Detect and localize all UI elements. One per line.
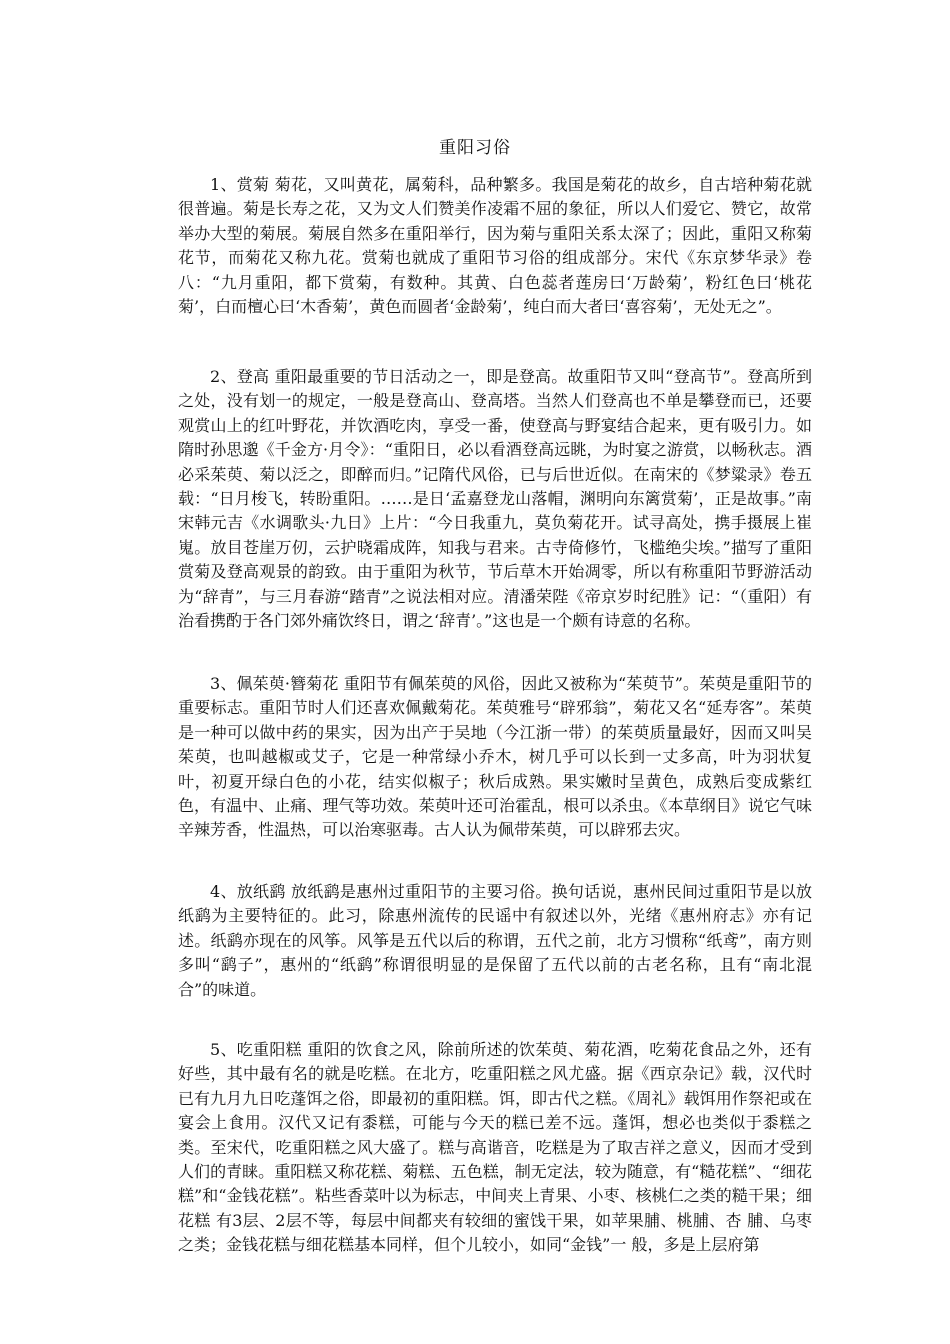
paragraph-chongyang-cake: 5、吃重阳糕 重阳的饮食之风，除前所述的饮茱萸、菊花酒，吃菊花食品之外，还有好些，其中最有名的就是吃糕。在北方，吃重阳糕之风尤盛。据《西京杂记》载，汉代时已有九月九日吃蓬饵之俗，即最初的重阳糕。饵，即古代之糕。《周礼》载饵用作祭祀或在宴会上食用。汉代又记有黍糕，可能与今天的糕已差不远。蓬饵，想必也类似于黍糕之类。至宋代，吃重阳糕之风大盛了。糕与高谐音，吃糕是为了取吉祥之意义，因而才受到人们的青睐。重阳糕又称花糕、菊糕、五色糕，制无定法，较为随意，有“糙花糕”、“细花糕”和“金钱花糕”。粘些香菜叶以为标志，中间夹上青果、小枣、核桃仁之类的糙干果；细花糕 有3层、2层不等，每层中间都夹有较细的蜜饯干果，如苹果脯、桃脯、杏 脯、乌枣之类；金钱花糕与细花糕基本同样，但个儿较小，如同“金钱”一 般，多是上层府第 [178, 1040, 812, 1255]
document-title: 重阳习俗 [439, 138, 511, 158]
paragraph-chrysanthemum-viewing: 1、赏菊 菊花，又叫黄花，属菊科，品种繁多。我国是菊花的故乡，自古培种菊花就很普遍。菊是长寿之花，又为文人们赞美作凌霜不屈的象征，所以人们爱它、赞它，故常举办大型的菊展。菊展自然多在重阳举行，因为菊与重阳关系太深了；因此，重阳又称菊花节，而菊花又称九花。赏菊也就成了重阳节习俗的组成部分。宋代《东京梦华录》卷八：“九月重阳，都下赏菊，有数种。其黄、白色蕊者莲房曰‘万龄菊’，粉红色曰‘桃花菊’，白而檀心曰‘木香菊’，黄色而圆者‘金龄菊’，纯白而大者曰‘喜容菊’，无处无之”。 [178, 175, 812, 317]
paragraph-climbing-heights: 2、登高 重阳最重要的节日活动之一，即是登高。故重阳节又叫“登高节”。登高所到之处，没有划一的规定，一般是登高山、登高塔。当然人们登高也不单是攀登而已，还要观赏山上的红叶野花，并饮酒吃肉，享受一番，使登高与野宴结合起来，更有吸引力。如隋时孙思邈《千金方·月令》：“重阳日，必以看酒登高远眺，为时宴之游赏，以畅秋志。酒必采茱萸、菊以泛之，即醉而归。”记隋代风俗，已与后世近似。在南宋的《梦粱录》卷五载：“日月梭飞，转盼重阳。……是日‘孟嘉登龙山落帽，渊明向东篱赏菊’，正是故事。”南宋韩元吉《水调歌头·九日》上片：“今日我重九，莫负菊花开。试寻高处，携手摄展上崔嵬。放目苍崖万仞，云护晓霜成阵，知我与君来。古寺倚修竹，飞槛绝尖埃。”描写了重阳赏菊及登高观景的韵致。由于重阳为秋节，节后草木开始凋零，所以有称重阳节野游活动为“辞青”，与三月春游“踏青”之说法相对应。清潘荣陛《帝京岁时纪胜》记：“（重阳）有治看携酌于各门郊外痛饮终日，谓之‘辞青’。”这也是一个颇有诗意的名称。 [178, 367, 812, 631]
paragraph-wearing-zhuyu: 3、佩茱萸·簪菊花 重阳节有佩茱萸的风俗，因此又被称为“茱萸节”。茱萸是重阳节的重要标志。重阳节时人们还喜欢佩戴菊花。茱萸雅号“辟邪翁”，菊花又名“延寿客”。茱萸是一种可以做中药的果实，因为出产于吴地（今江浙一带）的茱萸质量最好，因而又叫吴茱萸，也叫越椒或艾子，它是一种常绿小乔木，树几乎可以长到一丈多高，叶为羽状复叶，初夏开绿白色的小花，结实似椒子；秋后成熟。果实嫩时呈黄色，成熟后变成紫红色，有温中、止痛、理气等功效。茱萸叶还可治霍乱，根可以杀虫。《本草纲目》说它气味辛辣芳香，性温热，可以治寒驱毒。古人认为佩带茱萸，可以辟邪去灾。 [178, 674, 812, 840]
paragraph-flying-kites: 4、放纸鹞 放纸鹞是惠州过重阳节的主要习俗。换句话说，惠州民间过重阳节是以放纸鹞为主要特征的。此习，除惠州流传的民谣中有叙述以外，光绪《惠州府志》亦有记述。纸鹞亦现在的风筝。风筝是五代以后的称谓，五代之前，北方习惯称“纸鸢”，南方则多叫“鹞子”，惠州的“纸鹞”称谓很明显的是保留了五代以前的古老名称，且有“南北混合”的味道。 [178, 882, 812, 999]
